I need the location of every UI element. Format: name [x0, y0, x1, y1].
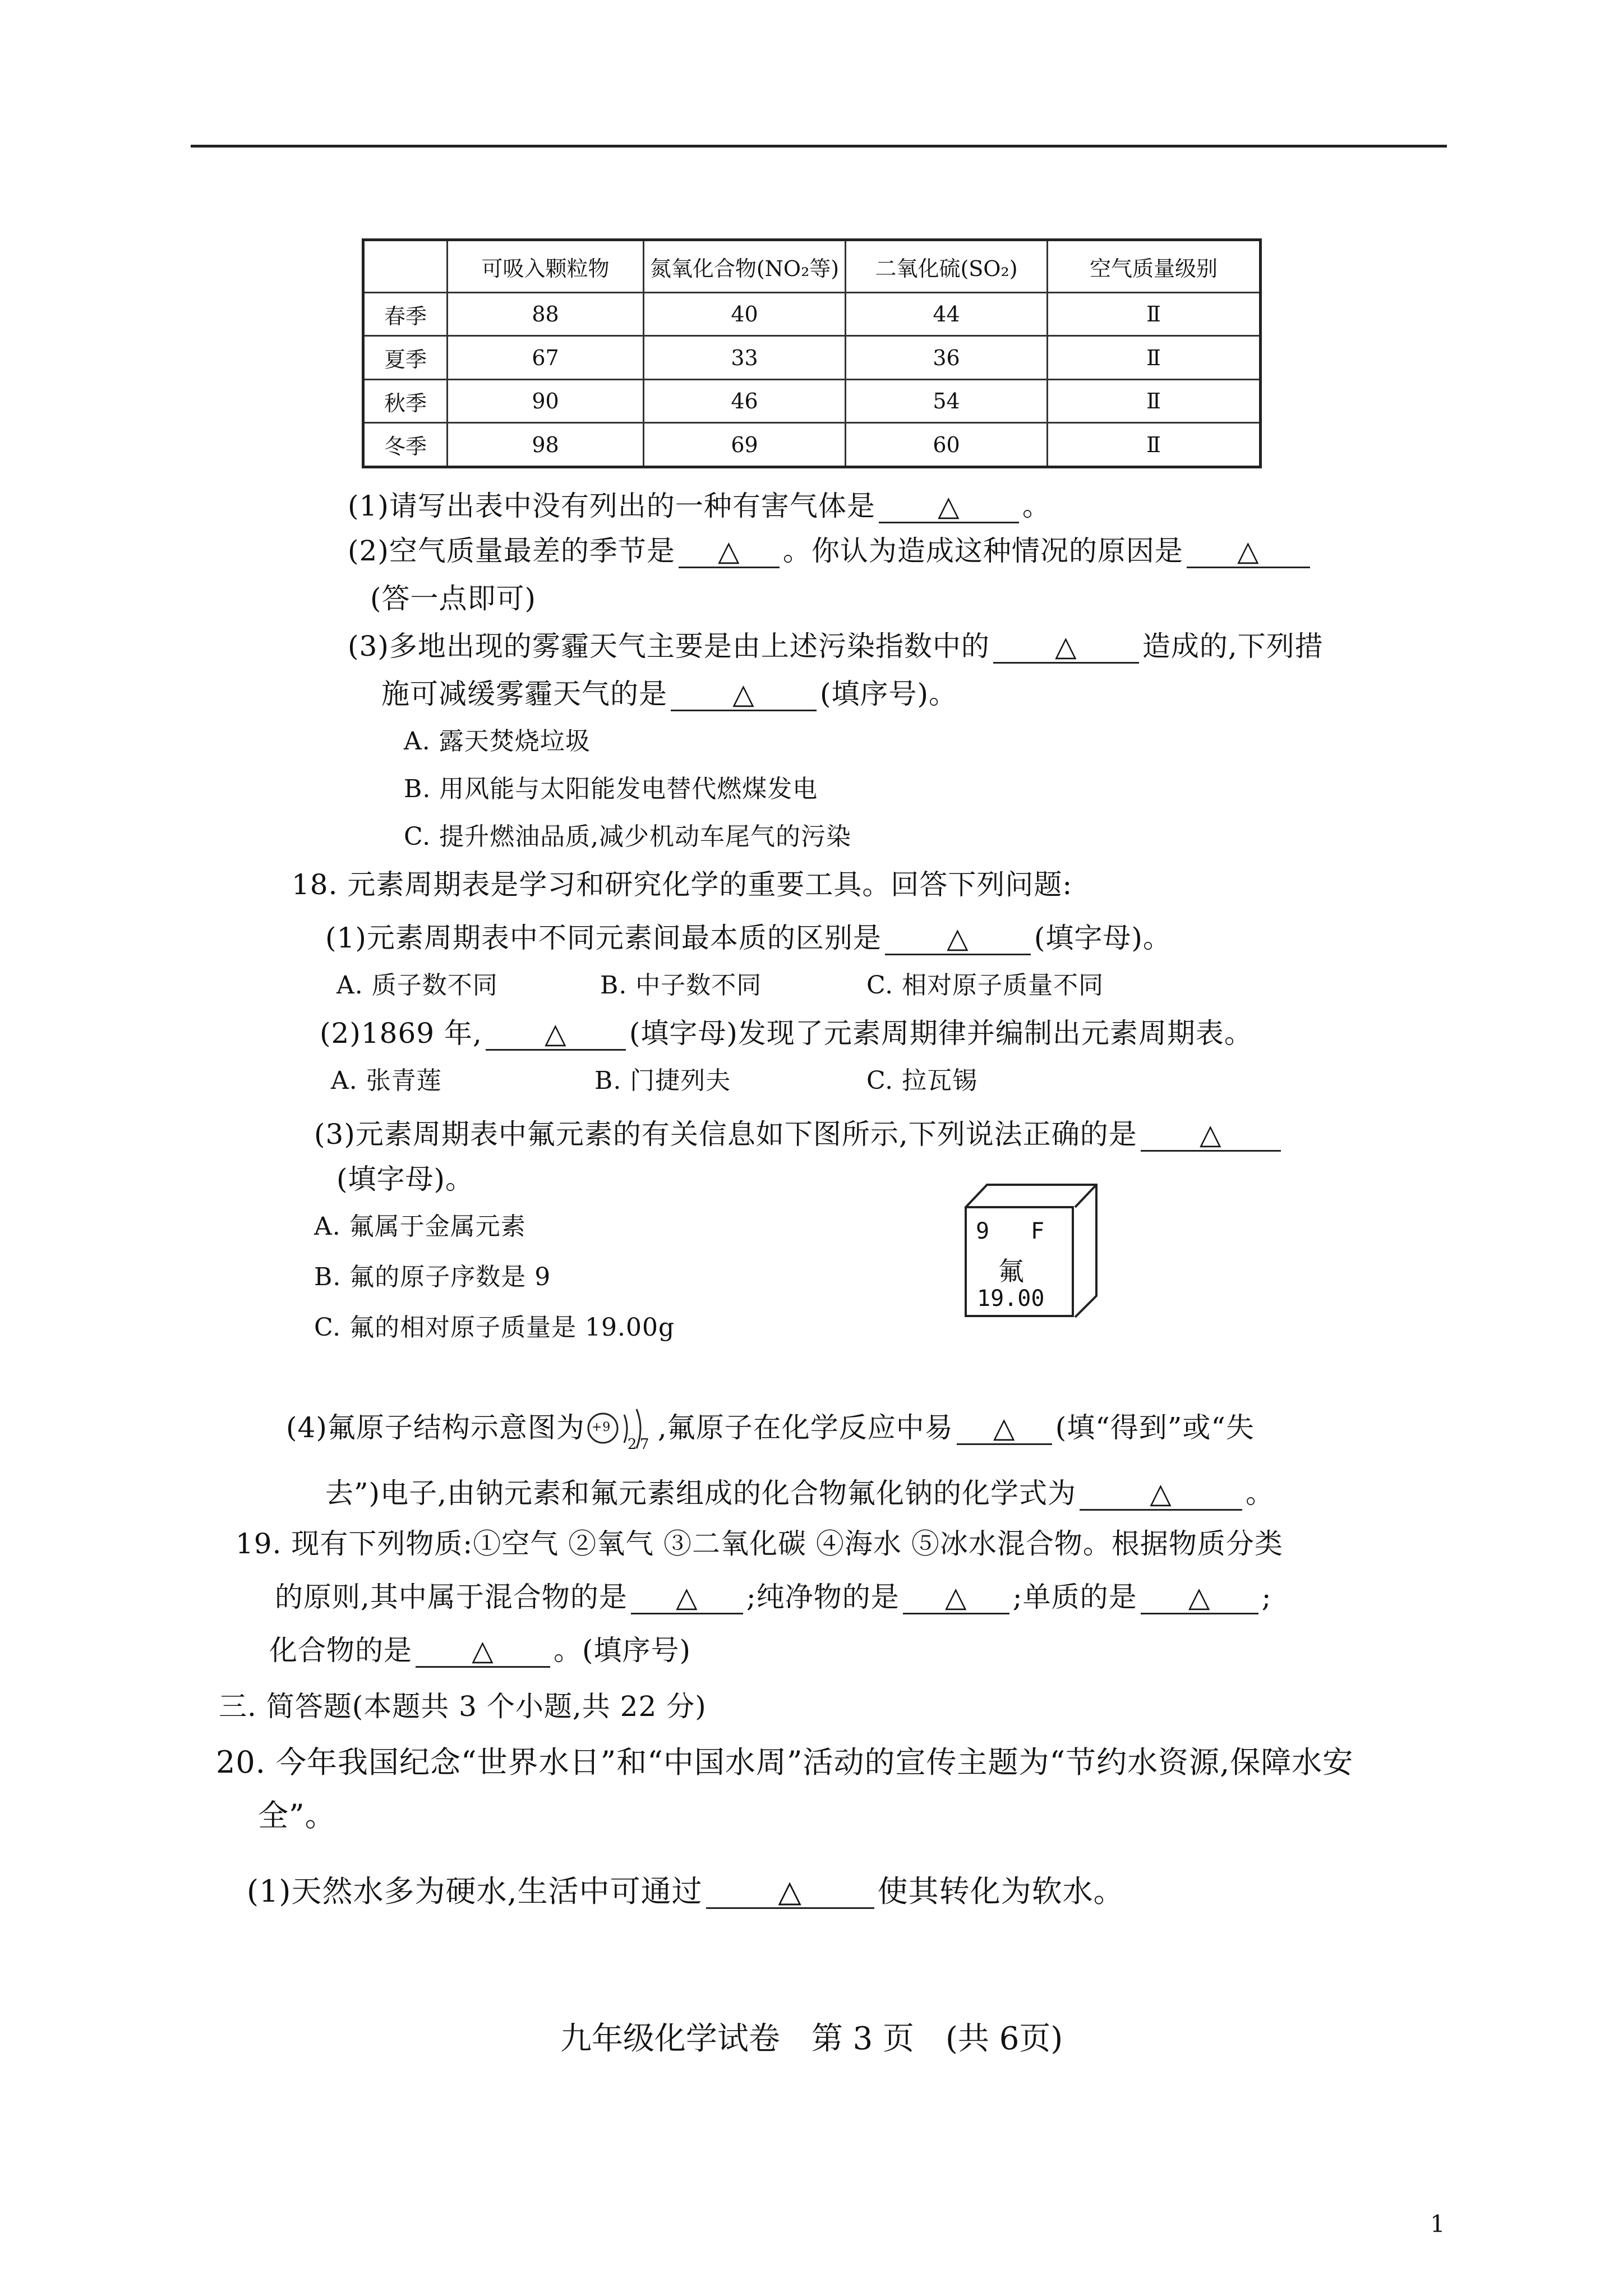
question-text: 化合物的是 — [269, 1634, 412, 1667]
q18-p3-option-c: C. 氟的相对原子质量是 19.00g — [314, 1313, 675, 1342]
q18-p1-option-c: C. 相对原子质量不同 — [866, 971, 1104, 1000]
question-text: 。(填序号) — [554, 1634, 691, 1667]
q18-p1-option-a: A. 质子数不同 — [336, 971, 498, 1000]
answer-blank[interactable]: △ — [679, 535, 780, 568]
table-cell: 88 — [448, 293, 644, 336]
answer-blank[interactable]: △ — [885, 922, 1031, 955]
table-row — [363, 423, 1261, 467]
question-text: ;纯净物的是 — [746, 1581, 900, 1613]
table-cell: Ⅱ — [1048, 336, 1261, 379]
atomic-mass: 19.00 — [977, 1286, 1045, 1312]
fluorine-element-card — [965, 1184, 1088, 1318]
table-header-cell: 可吸入颗粒物 — [448, 240, 644, 293]
q18-p3-option-a: A. 氟属于金属元素 — [314, 1212, 526, 1241]
table-cell: 春季 — [363, 293, 448, 336]
element-name: 氟 — [998, 1256, 1024, 1286]
answer-blank[interactable]: △ — [671, 678, 817, 711]
q18-part2 — [320, 1015, 1253, 1051]
q18-p3-option-b: B. 氟的原子序数是 9 — [314, 1263, 551, 1291]
answer-blank[interactable]: △ — [1080, 1478, 1242, 1511]
table-header-cell: 空气质量级别 — [1048, 240, 1261, 293]
question-text: 施可减缓雾霾天气的是 — [381, 678, 667, 710]
q17-part3-cont — [381, 676, 957, 712]
table-cell: 67 — [448, 336, 644, 379]
q20-part1 — [247, 1874, 1124, 1910]
question-text: (填字母)。 — [1034, 922, 1172, 954]
question-text: (3)多地出现的雾霾天气主要是由上述污染指数中的 — [348, 630, 990, 662]
fluorine-atom-diagram — [585, 1405, 658, 1455]
q18-p1-option-b: B. 中子数不同 — [600, 971, 762, 1000]
q17-part2 — [348, 533, 1313, 569]
table-cell: 冬季 — [363, 423, 448, 467]
question-text: 。你认为造成这种情况的原因是 — [782, 535, 1183, 567]
q17-option-c: C. 提升燃油品质,减少机动车尾气的污染 — [404, 822, 852, 851]
answer-blank[interactable]: △ — [1141, 1581, 1258, 1614]
q18-part4-cont — [325, 1475, 1274, 1511]
table-row — [363, 293, 1261, 336]
atom-nucleus-charge: +9 — [591, 1420, 611, 1434]
question-text: (填序号)。 — [820, 678, 958, 710]
q20-line1: 20. 今年我国纪念“世界水日”和“中国水周”活动的宣传主题为“节约水资源,保障水安 — [216, 1745, 1354, 1780]
table-cell: 秋季 — [363, 379, 448, 422]
question-text: 造成的,下列措 — [1142, 630, 1324, 662]
q18-p2-option-c: C. 拉瓦锡 — [866, 1066, 978, 1095]
page-footer: 九年级化学试卷 第 3 页 (共 6页) — [560, 2021, 1063, 2057]
table-cell: Ⅱ — [1048, 293, 1261, 336]
table-header-cell — [363, 240, 448, 293]
atom-shell2-electrons: 7 — [639, 1436, 650, 1453]
q18-part3 — [314, 1116, 1284, 1152]
q19-line2 — [275, 1579, 1271, 1615]
q18-part1 — [325, 920, 1172, 956]
q18-p2-option-a: A. 张青莲 — [331, 1066, 442, 1095]
section-three-heading: 三. 简答题(本题共 3 个小题,共 22 分) — [219, 1690, 707, 1723]
q20-line2: 全”。 — [258, 1798, 336, 1833]
q18-part4 — [286, 1402, 1255, 1455]
answer-blank[interactable]: △ — [706, 1876, 874, 1909]
q17-option-b: B. 用风能与太阳能发电替代燃煤发电 — [404, 775, 818, 803]
table-row — [363, 336, 1261, 379]
question-text: 。 — [1245, 1477, 1274, 1510]
table-cell: 36 — [846, 336, 1048, 379]
q19-line1: 19. 现有下列物质:①空气 ②氧气 ③二氧化碳 ④海水 ⑤冰水混合物。根据物质分类 — [236, 1527, 1283, 1560]
table-header-cell: 二氧化硫(SO₂) — [846, 240, 1048, 293]
question-text: (1)天然水多为硬水,生活中可通过 — [247, 1874, 703, 1909]
question-text: (2)1869 年, — [320, 1017, 482, 1050]
q18-p2-option-b: B. 门捷列夫 — [594, 1066, 731, 1095]
question-text: (4)氟原子结构示意图为 — [286, 1411, 585, 1444]
question-text: (2)空气质量最差的季节是 — [348, 535, 675, 567]
q17-part1 — [348, 488, 1051, 524]
question-text: (1)元素周期表中不同元素间最本质的区别是 — [325, 922, 882, 954]
question-text: ; — [1261, 1581, 1272, 1613]
table-cell: 33 — [644, 336, 846, 379]
answer-blank[interactable]: △ — [631, 1581, 743, 1614]
q17-part2-note: (答一点即可) — [370, 582, 537, 615]
table-cell: 40 — [644, 293, 846, 336]
question-text: (填“得到”或“失 — [1055, 1411, 1255, 1444]
table-cell: 46 — [644, 379, 846, 422]
table-cell: Ⅱ — [1048, 379, 1261, 422]
table-cell: 60 — [846, 423, 1048, 467]
question-text: 使其转化为软水。 — [877, 1874, 1124, 1909]
page-number: 1 — [1430, 2210, 1445, 2238]
answer-blank[interactable]: △ — [903, 1581, 1009, 1614]
answer-blank[interactable]: △ — [486, 1018, 626, 1051]
question-text: ;单质的是 — [1012, 1581, 1137, 1613]
atomic-number: 9 — [976, 1218, 990, 1244]
air-quality-table — [362, 238, 1262, 468]
answer-blank[interactable]: △ — [993, 631, 1139, 664]
table-cell: 98 — [448, 423, 644, 467]
table-cell: 54 — [846, 379, 1048, 422]
question-text: (1)请写出表中没有列出的一种有害气体是 — [348, 490, 875, 522]
table-cell: 69 — [644, 423, 846, 467]
atom-shell1-electrons: 2 — [627, 1436, 638, 1453]
answer-blank[interactable]: △ — [1141, 1119, 1281, 1152]
answer-blank[interactable]: △ — [416, 1635, 550, 1668]
q17-option-a: A. 露天焚烧垃圾 — [404, 727, 591, 756]
question-text: 的原则,其中属于混合物的是 — [275, 1581, 628, 1613]
table-cell: 90 — [448, 379, 644, 422]
element-symbol: F — [1031, 1218, 1045, 1244]
q18-stem: 18. 元素周期表是学习和研究化学的重要工具。回答下列问题: — [292, 868, 1073, 901]
table-cell: Ⅱ — [1048, 423, 1261, 467]
q18-part3-note: (填字母)。 — [336, 1163, 474, 1195]
table-header-row — [363, 240, 1261, 293]
header-rule — [191, 145, 1447, 148]
answer-blank[interactable]: △ — [957, 1412, 1052, 1445]
question-text: (填字母)发现了元素周期律并编制出元素周期表。 — [629, 1017, 1253, 1050]
question-text: (3)元素周期表中氟元素的有关信息如下图所示,下列说法正确的是 — [314, 1118, 1137, 1151]
answer-blank[interactable]: △ — [879, 490, 1019, 523]
question-text: 。 — [1022, 490, 1051, 522]
table-header-cell: 氮氧化合物(NO₂等) — [644, 240, 846, 293]
table-row — [363, 379, 1261, 422]
question-text: ,氟原子在化学反应中易 — [657, 1411, 953, 1444]
answer-blank[interactable]: △ — [1187, 535, 1310, 568]
table-cell: 44 — [846, 293, 1048, 336]
q19-line3 — [269, 1632, 691, 1668]
table-cell: 夏季 — [363, 336, 448, 379]
question-text: 去”)电子,由钠元素和氟元素组成的化合物氟化钠的化学式为 — [325, 1477, 1076, 1510]
q17-part3 — [348, 628, 1324, 664]
